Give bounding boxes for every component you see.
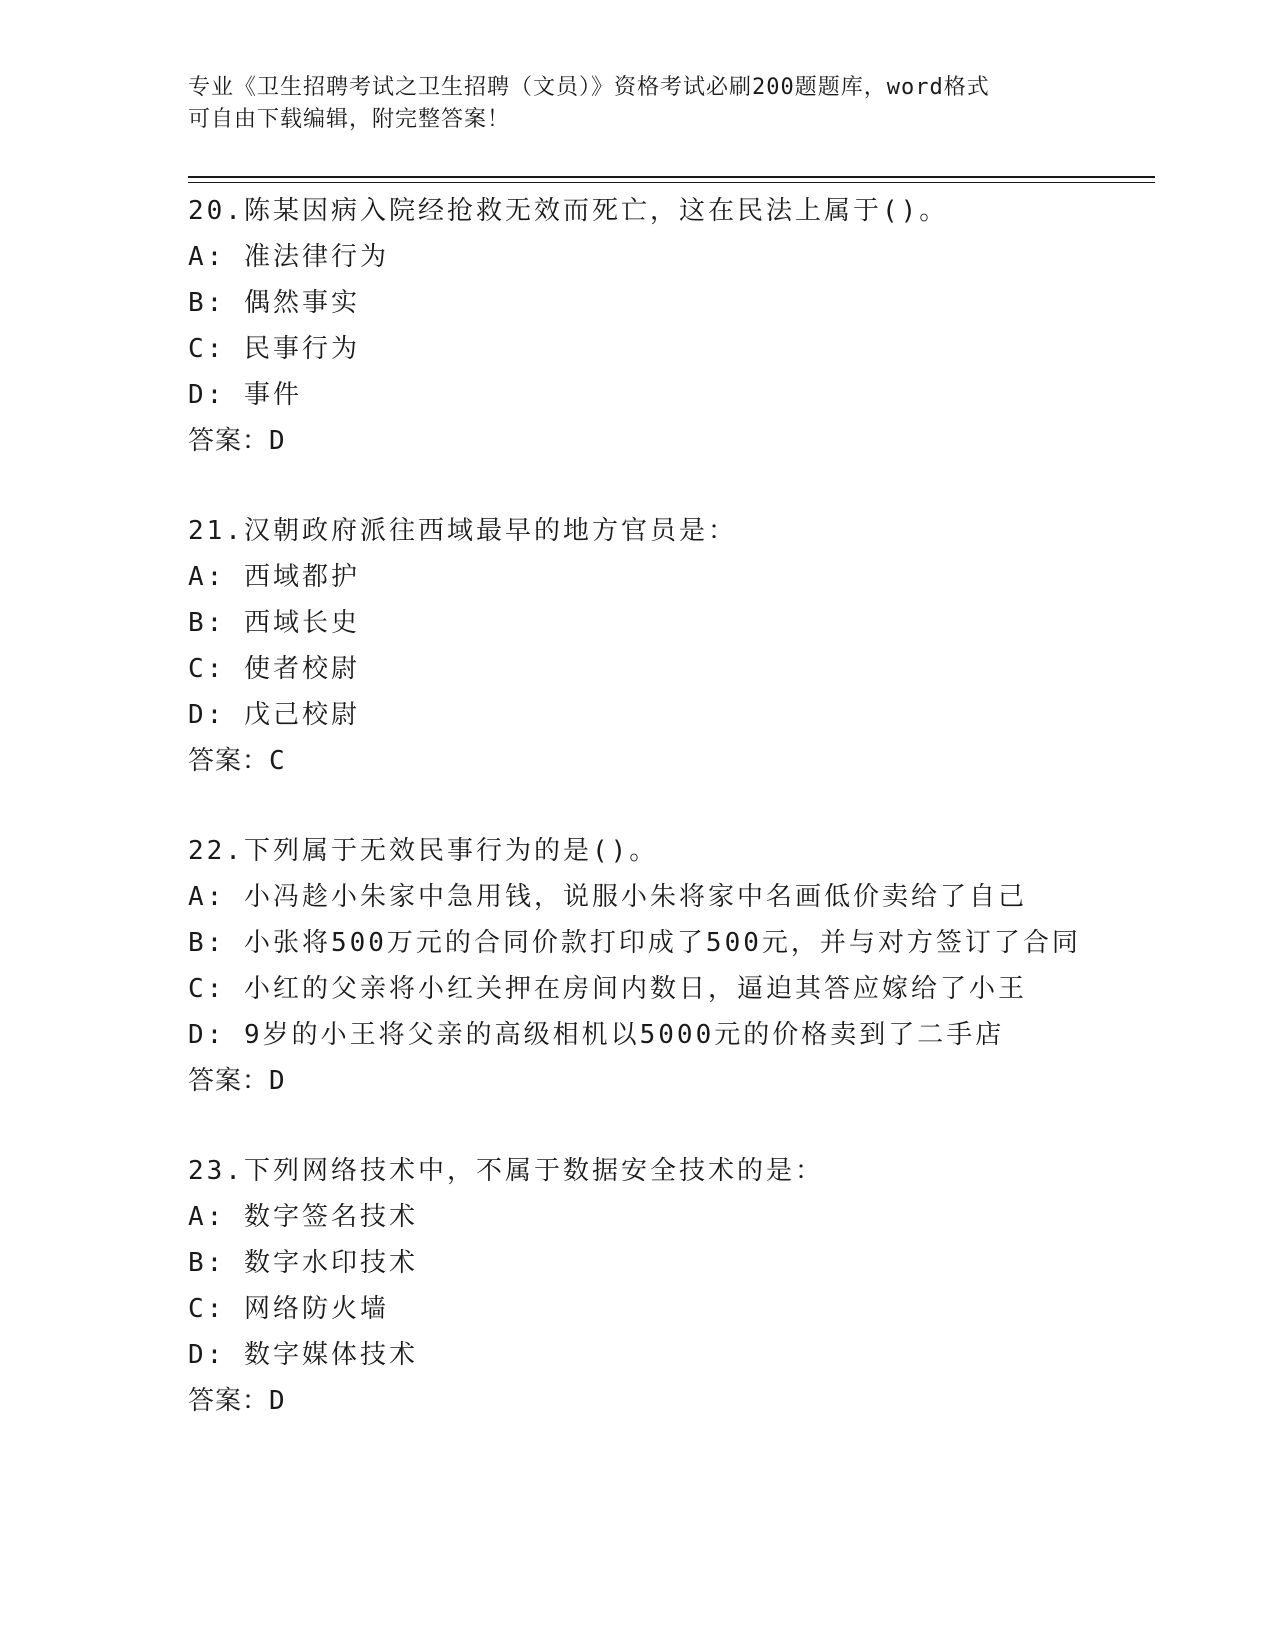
option-d: D: 数字媒体技术	[188, 1340, 418, 1370]
header-line-1: 专业《卫生招聘考试之卫生招聘（文员）》资格考试必刷200题题库，word格式	[188, 75, 990, 100]
option-d: D: 9岁的小王将父亲的高级相机以5000元的价格卖到了二手店	[188, 1020, 1005, 1050]
option-a: A: 西域都护	[188, 562, 360, 592]
option-c: C: 使者校尉	[188, 654, 360, 684]
option-a: A: 小冯趁小朱家中急用钱，说服小朱将家中名画低价卖给了自己	[188, 882, 1027, 912]
document-header	[188, 72, 1088, 136]
answer-line: 答案：C	[188, 746, 286, 776]
option-d: D: 戊己校尉	[188, 700, 360, 730]
option-b: B: 小张将500万元的合同价款打印成了500元，并与对方签订了合同	[188, 928, 1081, 958]
option-a: A: 数字签名技术	[188, 1202, 418, 1232]
question-stem: 22.下列属于无效民事行为的是()。	[188, 836, 659, 866]
header-divider-thick	[188, 176, 1155, 178]
question-20	[188, 188, 1148, 464]
answer-line: 答案：D	[188, 1386, 286, 1416]
option-d: D: 事件	[188, 380, 302, 410]
question-21	[188, 508, 1148, 784]
question-22	[188, 828, 1148, 1104]
option-c: C: 小红的父亲将小红关押在房间内数日，逼迫其答应嫁给了小王	[188, 974, 1027, 1004]
option-b: B: 偶然事实	[188, 288, 360, 318]
question-23	[188, 1148, 1148, 1424]
option-c: C: 网络防火墙	[188, 1294, 389, 1324]
option-b: B: 数字水印技术	[188, 1248, 418, 1278]
question-stem: 20.陈某因病入院经抢救无效而死亡，这在民法上属于()。	[188, 196, 949, 226]
header-divider-thin	[188, 182, 1155, 183]
question-stem: 21.汉朝政府派往西域最早的地方官员是：	[188, 516, 737, 546]
option-c: C: 民事行为	[188, 334, 360, 364]
answer-line: 答案：D	[188, 426, 286, 456]
question-stem: 23.下列网络技术中，不属于数据安全技术的是：	[188, 1156, 824, 1186]
answer-line: 答案：D	[188, 1066, 286, 1096]
option-b: B: 西域长史	[188, 608, 360, 638]
header-line-2: 可自由下载编辑，附完整答案！	[188, 107, 511, 132]
option-a: A: 准法律行为	[188, 242, 389, 272]
